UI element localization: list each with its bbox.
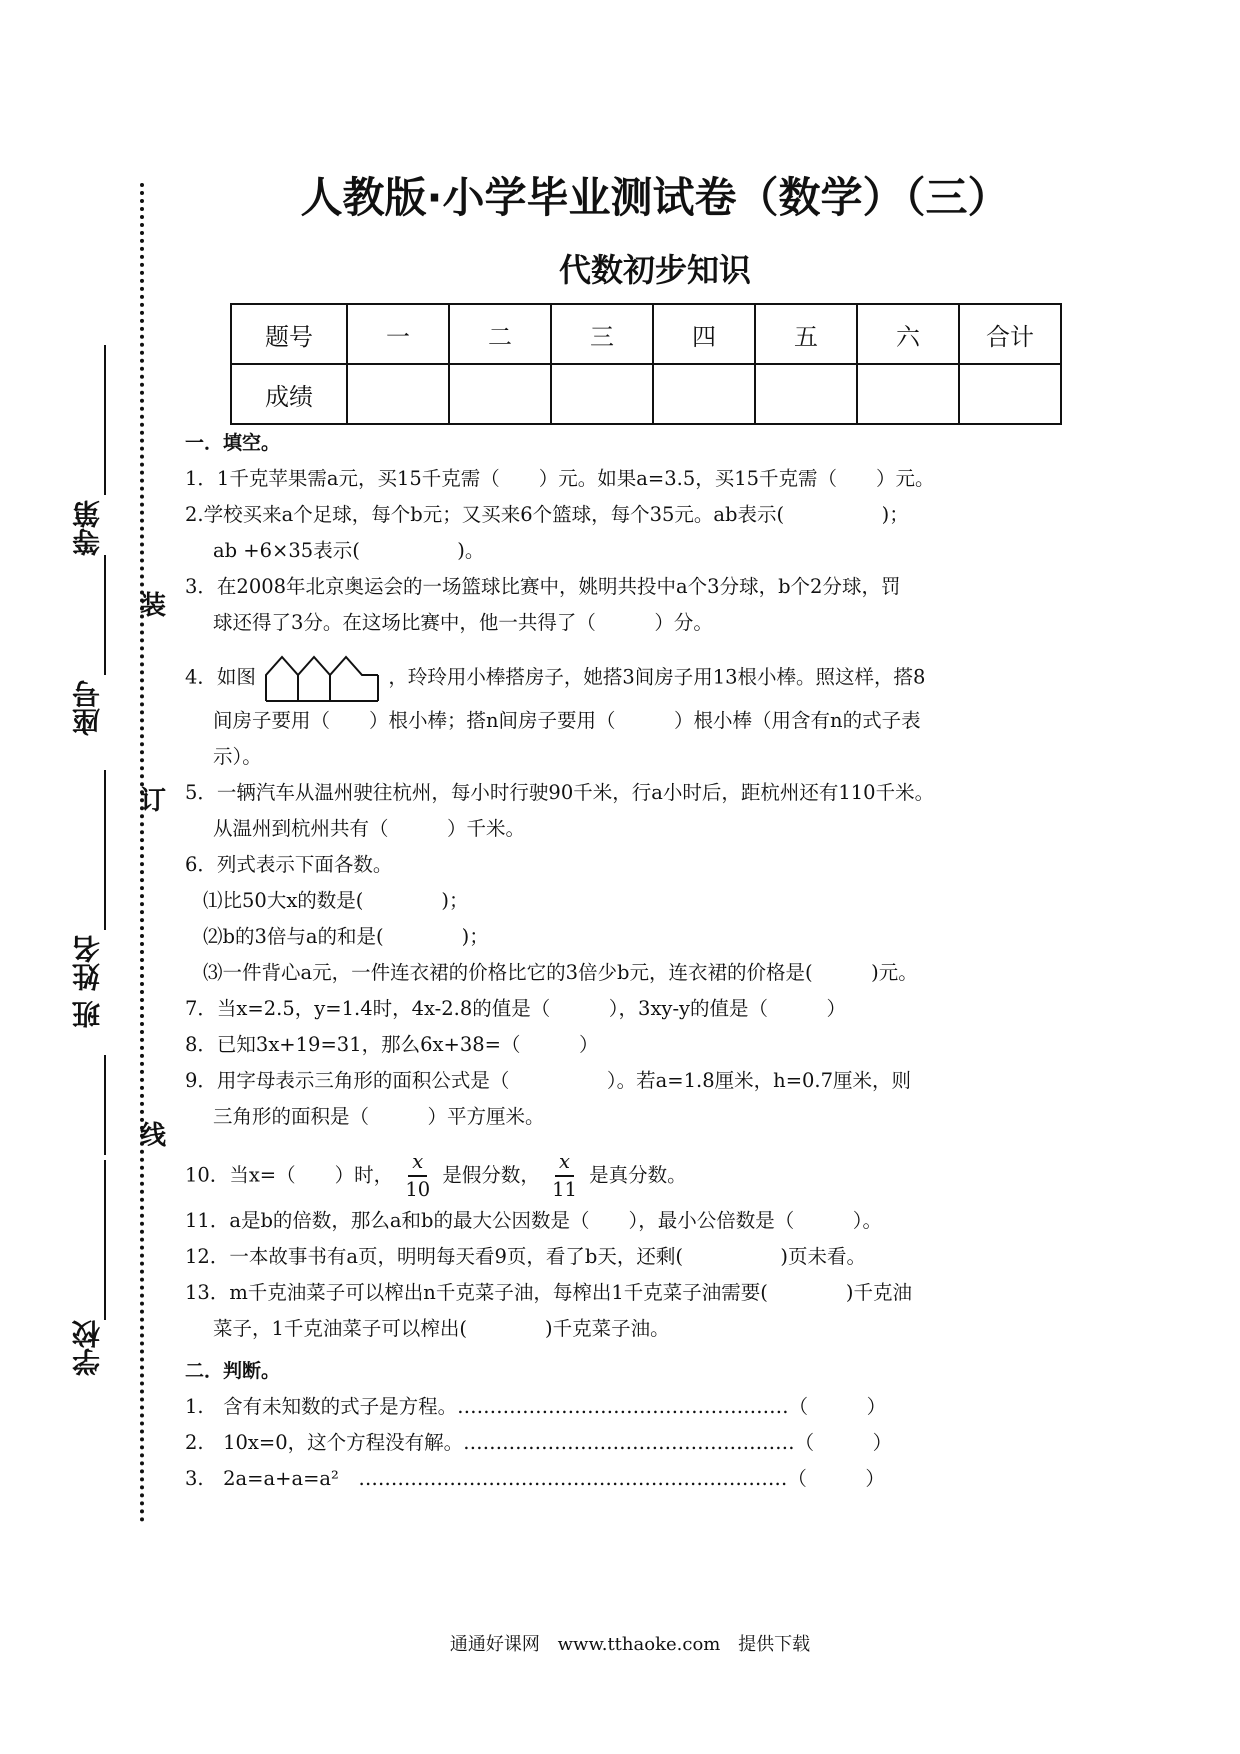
question-6: 6．列式表示下面各数。 — [185, 853, 393, 876]
header-cell: 四 — [653, 304, 755, 364]
fraction-numerator: x — [408, 1149, 427, 1177]
fraction-denominator: 11 — [552, 1178, 577, 1201]
house-figure — [262, 653, 382, 703]
section-title: 一．填空。 — [185, 432, 281, 454]
question-4-cont: 间房子要用（ ）根小棒；搭n间房子要用（ ）根小棒（用含有n的式子表 — [213, 709, 921, 732]
score-cell[interactable] — [347, 364, 449, 424]
judge-1: 1. 含有未知数的式子是方程。……………………………………………（ ） — [185, 1395, 887, 1418]
exam-subtitle: 代数初步知识 — [558, 251, 751, 289]
score-cell[interactable] — [449, 364, 551, 424]
question-9-cont: 三角形的面积是（ ）平方厘米。 — [213, 1105, 545, 1128]
question-6-3: ⑶一件背心a元，一件连衣裙的价格比它的3倍少b元，连衣裙的价格是( )元。 — [203, 961, 918, 984]
question-10-mid: 是假分数， — [442, 1163, 540, 1187]
score-cell[interactable] — [551, 364, 653, 424]
question-5: 5．一辆汽车从温州驶往杭州，每小时行驶90千米，行a小时后，距杭州还有110千米。 — [185, 781, 935, 804]
score-cell[interactable] — [959, 364, 1061, 424]
question-13-cont: 菜子，1千克油菜子可以榨出( )千克菜子油。 — [213, 1317, 670, 1340]
score-cell[interactable] — [653, 364, 755, 424]
header-cell: 二 — [449, 304, 551, 364]
question-4-prefix: 4．如图 — [185, 665, 256, 689]
footer-url[interactable]: www.tthaoke.com — [557, 1634, 721, 1655]
question-1: 1．1千克苹果需a元，买15千克需（ ）元。如果a=3.5，买15千克需（ ）元。 — [185, 467, 935, 490]
exam-title: 人教版·小学毕业测试卷（数学）（三） — [300, 173, 1010, 222]
judge-3: 3. 2a=a+a=a² …………………………………………………………（ ） — [185, 1467, 885, 1490]
question-6-2: ⑵b的3倍与a的和是( )； — [203, 925, 489, 948]
question-2: 2.学校买来a个足球，每个b元；又买来6个篮球，每个35元。ab表示( )； — [185, 503, 909, 526]
question-4-cont2: 示）。 — [213, 745, 262, 768]
seat-blank[interactable] — [104, 555, 106, 675]
bind-char-ding: 订 — [140, 786, 167, 816]
question-7: 7．当x=2.5，y=1.4时，4x-2.8的值是（ ），3xy-y的值是（ ） — [185, 997, 847, 1020]
fraction-x-over-10 — [405, 1149, 430, 1203]
page-footer — [0, 1630, 1240, 1656]
question-3-cont: 球还得了3分。在这场比赛中，他一共得了（ ）分。 — [213, 611, 713, 634]
rank-label: 等第 — [71, 500, 104, 556]
question-10-prefix: 10．当x=（ ）时， — [185, 1163, 394, 1187]
question-3: 3．在2008年北京奥运会的一场篮球比赛中，姚明共投中a个3分球，b个2分球，罚 — [185, 575, 901, 598]
question-12: 12．一本故事书有a页，明明每天看9页，看了b天，还剩( )页未看。 — [185, 1245, 867, 1268]
score-table — [230, 303, 1062, 425]
binding-dotted-line — [140, 183, 144, 1523]
fraction-x-over-11 — [552, 1149, 577, 1203]
class-name-label: 班 姓名 — [71, 935, 104, 1029]
score-cell[interactable] — [857, 364, 959, 424]
section-title: 二．判断。 — [185, 1360, 281, 1382]
header-cell: 三 — [551, 304, 653, 364]
question-8: 8．已知3x+19=31，那么6x+38=（ ） — [185, 1033, 599, 1056]
bind-char-xian: 线 — [140, 1121, 167, 1151]
score-cell[interactable] — [755, 364, 857, 424]
bind-char-zhuang: 装 — [140, 591, 167, 621]
rank-blank[interactable] — [104, 345, 106, 495]
question-11: 11．a是b的倍数，那么a和b的最大公因数是（ ），最小公倍数是（ ）。 — [185, 1209, 883, 1232]
score-table-score-row — [231, 364, 1061, 424]
header-cell: 题号 — [231, 304, 347, 364]
question-5-cont: 从温州到杭州共有（ ）千米。 — [213, 817, 526, 840]
judge-2: 2. 10x=0，这个方程没有解。……………………………………………（ ） — [185, 1431, 893, 1454]
fraction-denominator: 10 — [405, 1178, 431, 1201]
footer-note: 提供下载 — [738, 1634, 811, 1655]
score-table-header-row — [231, 304, 1061, 364]
footer-site: 通通好课网 — [449, 1634, 540, 1655]
question-9: 9．用字母表示三角形的面积公式是（ ）。若a=1.8厘米，h=0.7厘米，则 — [185, 1069, 912, 1092]
question-13: 13．m千克油菜子可以榨出n千克菜子油，每榨出1千克菜子油需要( )千克油 — [185, 1281, 912, 1304]
school-blank[interactable] — [104, 1160, 106, 1320]
question-10 — [185, 1149, 1075, 1203]
header-cell: 六 — [857, 304, 959, 364]
question-6-1: ⑴比50大x的数是( )； — [203, 889, 469, 912]
question-4-text: ，玲玲用小棒搭房子，她搭3间房子用13根小棒。照这样，搭8 — [388, 665, 926, 689]
school-label: 学校 — [71, 1320, 104, 1376]
score-row-label: 成绩 — [231, 364, 347, 424]
question-content — [185, 425, 1075, 1497]
header-cell: 一 — [347, 304, 449, 364]
header-cell: 五 — [755, 304, 857, 364]
fraction-numerator: x — [555, 1149, 574, 1177]
seat-label: 座号 — [71, 680, 104, 736]
name-blank[interactable] — [104, 770, 106, 930]
question-10-suffix: 是真分数。 — [589, 1163, 687, 1187]
class-blank[interactable] — [104, 1055, 106, 1155]
question-4 — [185, 653, 1075, 703]
header-cell: 合计 — [959, 304, 1061, 364]
question-2-cont: ab +6×35表示( )。 — [213, 539, 485, 562]
